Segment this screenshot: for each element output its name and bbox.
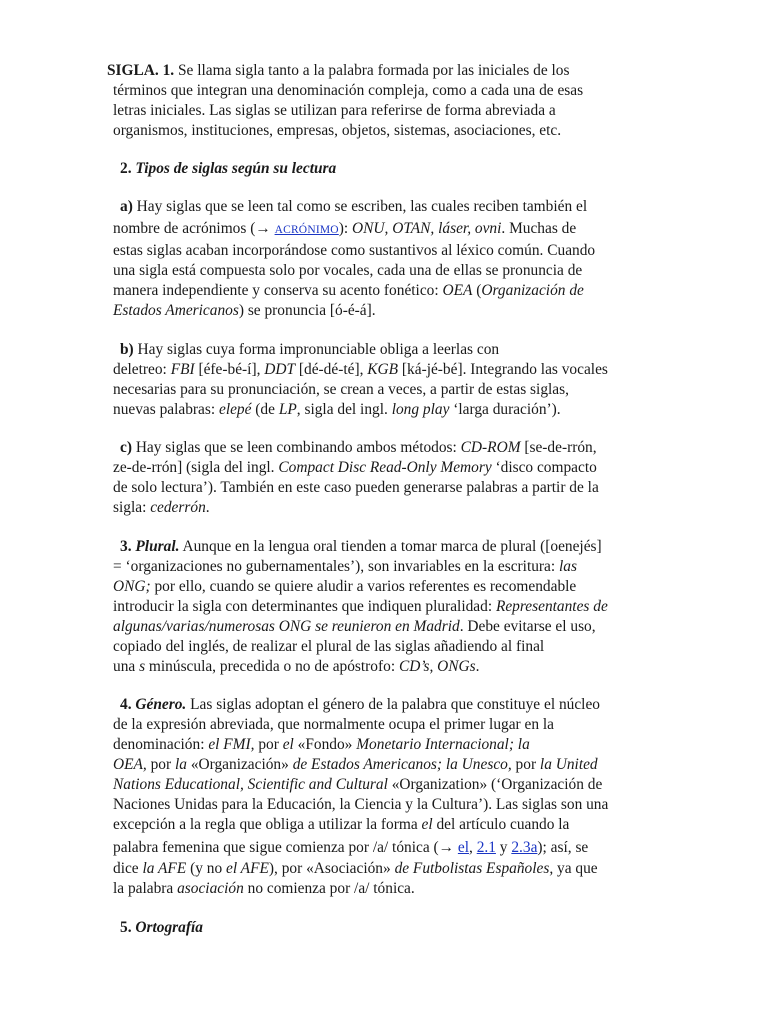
a-line-1 <box>120 197 587 217</box>
s4-text: (y no <box>186 860 226 877</box>
s3-line-1 <box>120 537 602 557</box>
s2-heading <box>120 159 336 179</box>
a-line-2 <box>113 219 576 239</box>
b-example: KGB <box>367 361 399 378</box>
s4-text: ); así, se <box>537 839 589 856</box>
c-text: ze-de-rrón] (sigla del ingl. <box>113 459 279 476</box>
s4-text: por <box>146 756 175 773</box>
s4-example: el AFE <box>226 860 269 877</box>
c-text: Hay siglas que se leen combinando ambos métodos: <box>131 439 461 456</box>
s3-example: Representantes de <box>495 598 608 615</box>
s3-example: s <box>139 658 146 675</box>
b-line-4 <box>113 400 561 420</box>
s4-example: OEA, <box>113 756 147 773</box>
c-example: Compact Disc Read-Only Memory <box>278 459 492 476</box>
s4-line-4 <box>113 755 598 775</box>
s4-line-6: Naciones Unidas para la Educación, la Ciencia y la Cultura’). Las siglas son una <box>113 796 609 813</box>
s4-line-7 <box>113 815 569 835</box>
s4-example: la United <box>539 756 598 773</box>
s4-example: de Estados Americanos; la Unesco, <box>292 756 512 773</box>
s2-number: 2. <box>120 160 132 177</box>
s4-line-10 <box>113 879 415 899</box>
s4-text: «Organización» <box>186 756 293 773</box>
s3-text: Aunque en la lengua oral tienden a tomar marca de plural ([oenejés] <box>179 538 602 555</box>
b-example: elepé <box>218 401 252 418</box>
s4-text: por <box>254 736 283 753</box>
s4-line-2: de la expresión abreviada, que normalmente ocupa el primer lugar en la <box>113 716 555 733</box>
s1-line-1 <box>107 61 569 81</box>
b-text: , sigla del ingl. <box>296 401 392 418</box>
a-text: ) se pronuncia [ó-é-á]. <box>238 302 376 319</box>
s1-text: Se llama sigla tanto a la palabra formada por las iniciales de los <box>174 62 570 79</box>
s3-line-2 <box>113 557 577 577</box>
c-text: . <box>205 499 210 516</box>
s4-text: «Organization» (‘Organización de <box>387 776 603 793</box>
s4-example: el <box>282 736 294 753</box>
s4-example: el FMI, <box>208 736 255 753</box>
c-line-4 <box>113 498 210 518</box>
a-example: Estados Americanos <box>113 302 239 319</box>
s3-example: algunas/varias/numerosas ONG se reunieron en Madrid <box>113 618 460 635</box>
b-text: (de <box>251 401 279 418</box>
s4-line-9 <box>113 859 598 879</box>
s3-line-6: copiado del inglés, de realizar el plural de las siglas añadiendo al final <box>113 638 545 655</box>
s4-text: excepción a la regla que obliga a utilizar la forma <box>113 816 422 833</box>
c-line-2 <box>113 458 597 478</box>
s3-line-7 <box>113 657 480 677</box>
s3-title: Plural. <box>135 538 180 555</box>
a-label: a) <box>120 198 133 215</box>
a-text: ): <box>338 220 353 237</box>
a-text: . Muchas de <box>501 220 577 237</box>
s1-line-4: organismos, instituciones, empresas, objetos, sistemas, asociaciones, etc. <box>113 122 562 139</box>
s3-text: una <box>113 658 140 675</box>
a-example: ONU, OTAN, láser, ovni <box>352 220 502 237</box>
s3-text: . Debe evitarse el uso, <box>459 618 596 635</box>
s4-text: ), por «Asociación» <box>268 860 395 877</box>
b-text: [dé-dé-té], <box>295 361 368 378</box>
b-example: long play <box>391 401 450 418</box>
c-text: sigla: <box>113 499 151 516</box>
s4-title: Género. <box>135 696 187 713</box>
b-label: b) <box>120 341 134 358</box>
b-example: FBI <box>170 361 195 378</box>
a-line-3: estas siglas acaban incorporándose como sustantivos al léxico común. Cuando <box>113 242 596 259</box>
s4-text: «Fondo» <box>293 736 357 753</box>
s3-line-4 <box>113 597 608 617</box>
b-text: deletreo: <box>113 361 171 378</box>
a-example: OEA <box>442 282 473 299</box>
s4-example: asociación <box>177 880 244 897</box>
c-text: ‘disco compacto <box>491 459 597 476</box>
a-line-4: una sigla está compuesta solo por vocales, cada una de ellas se pronuncia de <box>113 262 583 279</box>
s4-text: del artículo cuando la <box>432 816 570 833</box>
b-example: DDT <box>264 361 296 378</box>
s4-example: la AFE <box>142 860 187 877</box>
c-example: cederrón <box>150 499 206 516</box>
b-text: ‘larga duración’). <box>449 401 561 418</box>
a-line-5 <box>113 281 584 301</box>
s4-example: de Futbolistas Españoles, <box>394 860 554 877</box>
b-text: [ká-jé-bé]. Integrando las vocales <box>398 361 608 378</box>
s3-example: ONG; <box>113 578 151 595</box>
a-line-6 <box>113 301 376 321</box>
s4-line-5 <box>113 775 602 795</box>
s5-title: Ortografía <box>135 919 203 936</box>
s4-text: y <box>495 839 512 856</box>
link-2-3a[interactable]: 2.3a <box>511 839 538 856</box>
s3-line-5 <box>113 617 596 637</box>
s4-text: denominación: <box>113 736 209 753</box>
s4-line-3 <box>113 735 530 755</box>
s4-example: Nations Educational, Scientific and Cultural <box>113 776 388 793</box>
s2-title: Tipos de siglas según su lectura <box>135 160 337 177</box>
acronimo-link[interactable]: ACRÓNIMO <box>274 224 339 236</box>
s1-line-3: letras iniciales. Las siglas se utilizan para referirse de forma abreviada a <box>113 102 556 119</box>
link-el[interactable]: el <box>457 839 469 856</box>
s4-text: por <box>511 756 540 773</box>
c-line-1 <box>120 438 597 458</box>
link-2-1[interactable]: 2.1 <box>476 839 496 856</box>
b-example: LP <box>278 401 297 418</box>
s4-text: la palabra <box>113 880 178 897</box>
a-text: Hay siglas que se leen tal como se escriben, las cuales reciben también el <box>132 198 588 215</box>
b-text: [éfe-bé-í], <box>194 361 265 378</box>
s3-text: minúscula, precedida o no de apóstrofo: <box>145 658 399 675</box>
s4-number: 4. <box>120 696 132 713</box>
s4-text: Las siglas adoptan el género de la palabra que constituye el núcleo <box>186 696 600 713</box>
b-line-3: necesarias para su pronunciación, se crean a veces, a partir de estas siglas, <box>113 381 569 398</box>
s3-line-3 <box>113 577 576 597</box>
s3-text: = ‘organizaciones no gubernamentales’), son invariables en la escritura: <box>113 558 560 575</box>
s1-heading: SIGLA. 1. <box>107 62 175 79</box>
a-text: manera independiente y conserva su acento fonético: <box>113 282 443 299</box>
s3-text: introducir la sigla con determinantes que indiquen pluralidad: <box>113 598 496 615</box>
s5-heading <box>120 918 203 938</box>
s4-text: no comienza por /a/ tónica. <box>243 880 415 897</box>
s3-example: las <box>559 558 577 575</box>
a-text: nombre de acrónimos (→ <box>113 220 275 237</box>
s3-example: CD’s, ONGs <box>398 658 476 675</box>
s5-number: 5. <box>120 919 132 936</box>
s4-line-1 <box>120 695 600 715</box>
s4-example: la <box>174 756 187 773</box>
c-example: CD-ROM <box>460 439 521 456</box>
s4-text: dice <box>113 860 143 877</box>
c-text: [se-de-rrón, <box>520 439 597 456</box>
s3-text: . <box>475 658 480 675</box>
b-text: Hay siglas cuya forma impronunciable obliga a leerlas con <box>133 341 500 358</box>
s1-line-2: términos que integran una denominación compleja, como a cada una de esas <box>113 82 584 99</box>
s4-line-8 <box>113 838 588 858</box>
s3-number: 3. <box>120 538 132 555</box>
b-text: nuevas palabras: <box>113 401 219 418</box>
a-example: Organización de <box>481 282 584 299</box>
c-label: c) <box>120 439 132 456</box>
s4-text: palabra femenina que sigue comienza por /a/ tónica (→ <box>113 839 458 856</box>
s4-example: el <box>421 816 433 833</box>
c-line-3: de solo lectura’). También en este caso pueden generarse palabras a partir de la <box>113 479 599 496</box>
s3-text: por ello, cuando se quiere aludir a varios referentes es recomendable <box>150 578 577 595</box>
s4-example: Monetario Internacional; la <box>356 736 530 753</box>
b-line-2 <box>113 360 608 380</box>
b-line-1 <box>120 340 499 360</box>
s4-text: ya que <box>553 860 598 877</box>
s4-text: , <box>468 839 477 856</box>
a-text: ( <box>472 282 482 299</box>
